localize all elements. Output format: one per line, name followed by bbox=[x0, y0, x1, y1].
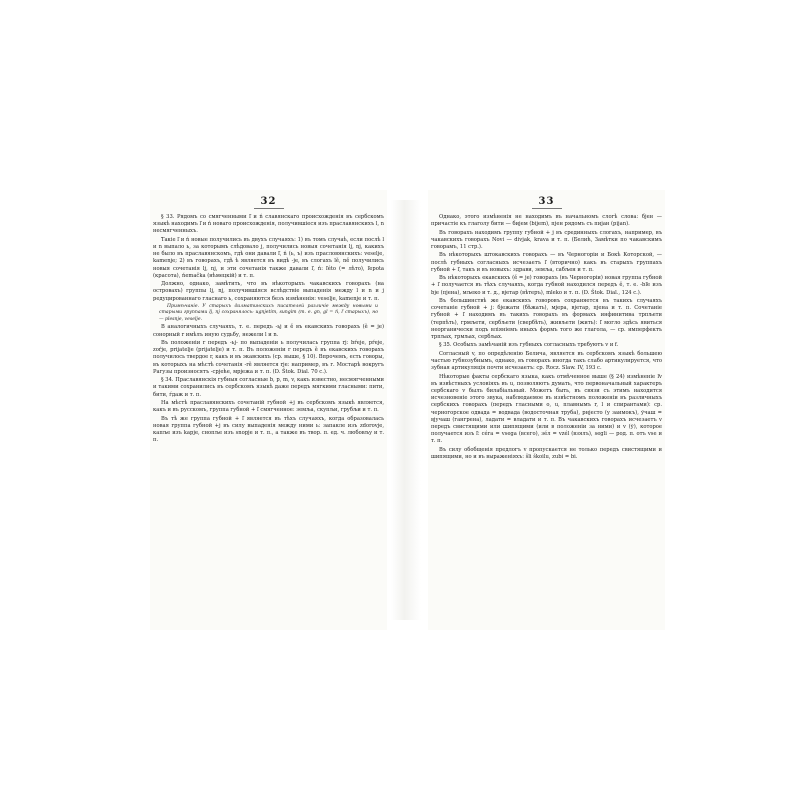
paragraph: Должно, однако, замѣтить, что въ нѣкоторыхъ чакавскихъ говорахъ (на островахъ) группы lj, nj, получившіяся вслѣдствіе выпаденія между l и n и j редуцированнаго гласнаго ь, сохраняются безъ измѣненія: veselje, kamenje и т. п. bbox=[153, 281, 384, 302]
book-spread bbox=[150, 190, 670, 630]
paragraph: Согласный v, по опредѣленію Белича, является въ сербскомъ языкѣ большею частью губнозубнымъ, однако, въ говорахъ иногда такъ слабо артикулируется, что зубная артикуляція почти исчезаетъ: ср. Rocz. Slaw. IV, 193 c. bbox=[431, 350, 662, 372]
paragraph: Однако, этого измѣненія не находимъ въ начальномъ слогѣ слова: бјен — причастіе къ глаголу бити — бијем (bijem), пјен рядомъ съ пијан (pijan). bbox=[431, 214, 662, 228]
paragraph: Нѣкоторые факты сербскаго языка, какъ отмѣченное выше (§ 24) измѣненіе ľv въ извѣстныхъ условіяхъ въ u, позволяютъ думать, что первоначальный характеръ сербскаго v былъ билабіальный. Можетъ быть, въ связи съ этимъ находится исчезновеніе этого звука, наблюдаемое въ извѣстномъ положеніи въ различныхъ сербскихъ говорахъ (передъ гласными o, u, плавнымъ r, l и спирантами): ср. черногорское одвада = водвада (водосточная труба), рнјесто (у заимокъ), ўчаш = вјучаш (гангрена), ладати = владати и т. п. Въ чакавскихъ говорахъ исчезаетъ v передъ свистящими или шипящими (или в положеніи за ними) и v (ў), которое получается изъ ľ: сéга = vsega (всего), зéл = vzél (взялъ), segli — род. п. отъ vse и т. п. bbox=[431, 373, 662, 445]
paragraph: Въ силу обобщенія предлогъ v пропускается не только передъ свистящими и шипящими, но и въ выраженіяхъ: šli škoilu, zubi = bi. bbox=[431, 446, 662, 460]
paragraph: Въ тѣ же группа губной + ľ является въ тѣхъ случаяхъ, когда образовалась новая группа губной +j въ силу выпаденія между ними ь: запакле изъ zdorovje, капље изъ kapje, снопље изъ snopje и т. п., а также въ твор. п. ед. ч. любовљу и т. п. bbox=[153, 415, 384, 444]
paragraph: Въ нѣкоторыхъ штокавскихъ говорахъ — въ Черногоріи и Бокѣ Которской, — послѣ губныхъ согласныхъ исчезаетъ ľ (вторично) какъ въ старыхъ группахъ губной + ľ, такъ и въ новыхъ: здрави, земља, сабљен и т. п. bbox=[431, 252, 662, 273]
page-body bbox=[150, 214, 387, 444]
paragraph: Въ говорахъ находимъ группу губной + j въ срединныхъ слогахъ, например, въ чакавскихъ говорахъ Novi — divjak, krava и т. п. (Белић, Замѣтки по чакавскимъ говорамъ, 11 стр.). bbox=[431, 229, 662, 250]
header-rule bbox=[254, 208, 284, 209]
paragraph: На мѣстѣ праславянскихъ сочетаній губной +j въ сербскомъ языкѣ является, какъ и въ русскомъ, группа губной + ľ смягченное: земља, скупљи, грубљи и т. п. bbox=[153, 400, 384, 414]
paragraph: Въ нѣкоторыхъ екавскихъ (ě = je) говорахъ (въ Черногоріи) новая группа губной + ľ получается въ тѣхъ случаяхъ, когда губной находился передъ ě, т. е. -bľe изъ bje (пјена), мљеко и т. д., вјетар (вѣтеръ), mleko и т. п. (D. Štok. Dial., 124 c.). bbox=[431, 275, 662, 296]
paragraph: Такіе ľ и ń новые получились въ двухъ случаяхъ: 1) въ томъ случаѣ, если послѣ l и n выпало ь, за которымъ слѣдовало j, получились новыя сочетанія lj, nj, какихъ не было въ праславянскомъ, гдѣ они давали ľ, ń (ь, ъ) изъ прасловянскихъ: veselje, kamenje; 2) въ говорахъ, гдѣ ѣ является въ видѣ -je, въ слогахъ lě, ně получились новыя сочетанія lj, nj, и эти сочетанія также давали ľ, ń: ľéto (= лѣто), ľepota (красота), ńemačka (нѣмецкій) и т. п. bbox=[153, 236, 384, 279]
paragraph: § 33. Рядомъ со смягченными ľ и ń славянскаго происхожденія въ сербскомъ языкѣ находимъ ľ и ń новаго происхожденія, получившіеся изъ праславянскихъ l, n несмягченныхъ. bbox=[153, 214, 384, 235]
paragraph: § 34. Праславянскія губныя согласные b, p, m, v, какъ известно, несмягченными и такими сохранились въ сербскомъ языкѣ даже передъ мягкими гласными: пити, бити, ѓдаж и т. п. bbox=[153, 377, 384, 398]
page-number: 33 bbox=[538, 196, 555, 207]
paragraph: Въ большинствѣ же екавскихъ говоровъ сохраняется въ такихъ случаяхъ сочетаніе губной + j: бјежати (бѣжать), мјера, вјетар, пјена и т. п. Сочетаніе губной + ľ находимъ въ такихъ говорахъ въ формахъ инфинитива трпљети (терпѣть), грмљети, сербљети (свербѣть), живљети (жить): ľ могло здѣсь явиться неорганически подъ вліяніемъ иныхъ формъ того же глагола, — ср. имперфектъ трпљах, грмљах, сербљах. bbox=[431, 297, 662, 340]
left-page bbox=[150, 190, 387, 630]
paragraph: В аналогичныхъ случаяхъ, т. е. передъ -ьj и ě въ екавскихъ говорахъ (ě = je) сонорный r имѣлъ иную судьбу, нежели l и n. bbox=[153, 324, 384, 338]
right-page bbox=[428, 190, 665, 630]
book-gutter bbox=[391, 200, 421, 620]
footnote: Примѣчаніе. У старыхъ далматинскихъ писателей различіе между новыми и старыми группами lj, nj сохранялось: ugnjetim, sungim (т. е. gn, gl = ń, ľ старыхъ), но — plesnje, veselje. bbox=[159, 304, 378, 322]
paragraph: Въ положеніи r передъ -ьj- по выпаденіи ь получилась группа rj: bŕeje, pŕeje, zoŕje, prijatelje (prijatelje) и т. п. Въ положеніи r передъ ě въ екавскихъ говорахъ получилось твердое r, какъ и въ экавскихъ (ср. выше, § 10). Впрочемъ, есть говоры, въ которыхъ на мѣстѣ сочетанія -rě является rje: например, въ г. Мостарѣ вокругъ Рагузы произносятъ -срјеће, мрјежа и т. п. (D. Štok. Dial. 70 c.). bbox=[153, 340, 384, 375]
header-rule bbox=[532, 208, 562, 209]
page-number: 32 bbox=[260, 196, 277, 207]
page-body bbox=[428, 214, 665, 461]
paragraph: § 35. Особыхъ замѣчаній изъ губныхъ согласныхъ требуютъ v и f. bbox=[439, 342, 619, 349]
